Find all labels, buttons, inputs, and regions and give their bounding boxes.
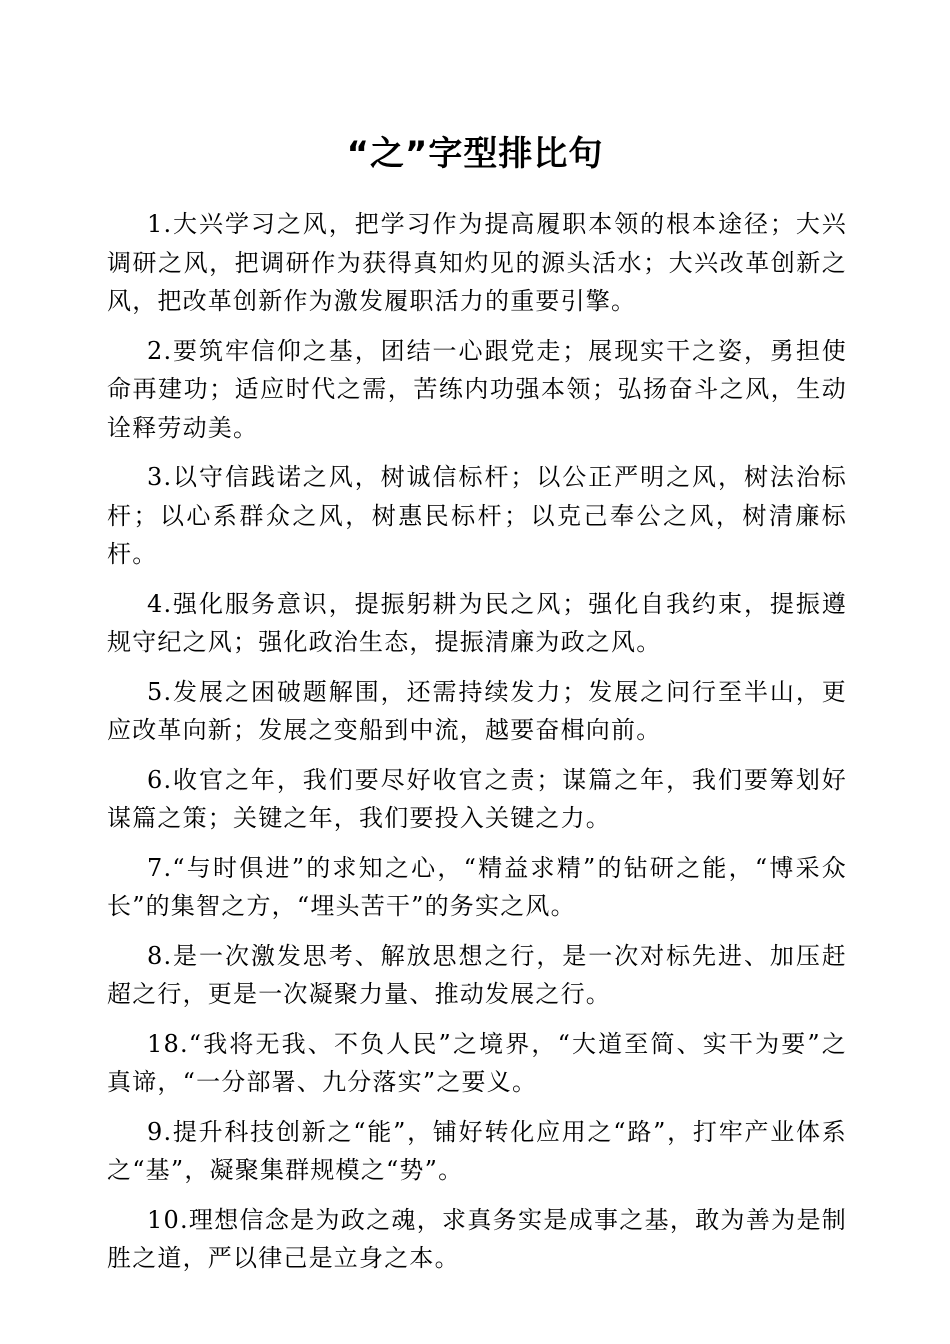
document-title: “之”字型排比句 [346,134,604,174]
paragraph-3: 3.以守信践诺之风，树诚信标杆；以公正严明之风，树法治标杆；以心系群众之风，树惠民标杆；以克己奉公之风，树清廉标杆。 [107,463,847,568]
paragraph-4: 4.强化服务意识，提振躬耕为民之风；强化自我约束，提振遵规守纪之风；强化政治生态，提振清廉为政之风。 [107,589,847,656]
paragraph-10: 10.理想信念是为政之魂，求真务实是成事之基，敢为善为是制胜之道，严以律己是立身之本。 [107,1205,847,1272]
paragraph-8: 8.是一次激发思考、解放思想之行，是一次对标先进、加压赶超之行，更是一次凝聚力量、推动发展之行。 [107,941,847,1008]
paragraph-7: 7.“与时俱进”的求知之心，“精益求精”的钻研之能，“博采众长”的集智之方，“埋头苦干”的务实之风。 [107,853,847,920]
paragraph-9: 9.提升科技创新之“能”，铺好转化应用之“路”，打牢产业体系之“基”，凝聚集群规模之“势”。 [107,1117,847,1184]
paragraph-5: 5.发展之困破题解围，还需持续发力；发展之问行至半山，更应改革向新；发展之变船到中流，越要奋楫向前。 [107,677,847,744]
paragraph-18: 18.“我将无我、不负人民”之境界，“大道至简、实干为要”之真谛，“一分部署、九分落实”之要义。 [107,1029,847,1096]
paragraph-2: 2.要筑牢信仰之基，团结一心跟党走；展现实干之姿，勇担使命再建功；适应时代之需，苦练内功强本领；弘扬奋斗之风，生动诠释劳动美。 [107,336,847,442]
paragraph-6: 6.收官之年，我们要尽好收官之责；谋篇之年，我们要筹划好谋篇之策；关键之年，我们要投入关键之力。 [107,765,847,832]
document-body [107,205,847,1289]
paragraph-1: 1.大兴学习之风，把学习作为提高履职本领的根本途径；大兴调研之风，把调研作为获得真知灼见的源头活水；大兴改革创新之风，把改革创新作为激发履职活力的重要引擎。 [107,210,847,315]
